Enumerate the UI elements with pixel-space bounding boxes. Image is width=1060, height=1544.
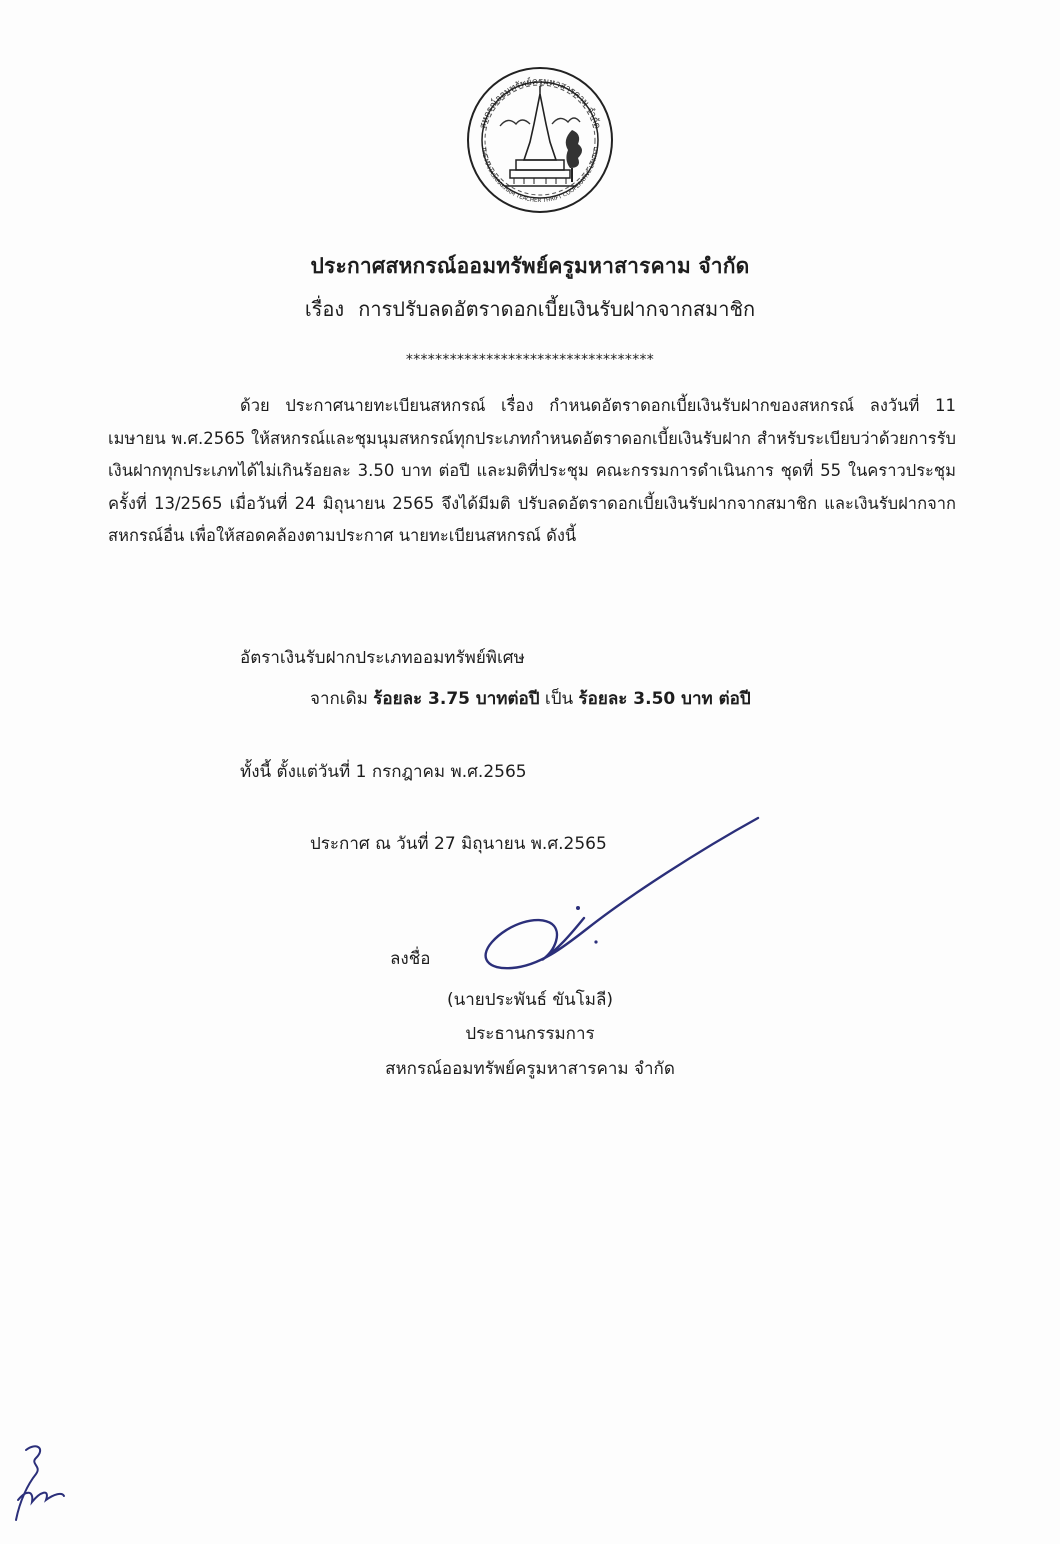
rate-from-value: ร้อยละ 3.75 บาทต่อปี — [373, 689, 540, 709]
rate-change-line — [310, 685, 751, 712]
rate-from-prefix: จากเดิม — [310, 689, 368, 709]
signer-organization: สหกรณ์ออมทรัพย์ครูมหาสารคาม จำกัด — [385, 1059, 675, 1079]
subject-text: การปรับลดอัตราดอกเบี้ยเงินรับฝากจากสมาชิก — [358, 297, 756, 321]
rate-item-label: อัตราเงินรับฝากประเภทออมทรัพย์พิเศษ — [240, 648, 525, 668]
announcement-subject — [0, 293, 1060, 325]
announcement-date: ประกาศ ณ วันที่ 27 มิถุนายน พ.ศ.2565 — [310, 834, 607, 854]
rate-to-value: ร้อยละ 3.50 บาท ต่อปี — [578, 689, 751, 709]
effective-date: ทั้งนี้ ตั้งแต่วันที่ 1 กรกฎาคม พ.ศ.2565 — [240, 762, 527, 782]
sign-label: ลงชื่อ — [390, 949, 431, 969]
separator-line: ********************************** — [405, 352, 655, 368]
handwritten-initials-icon — [6, 1440, 70, 1530]
rate-to-prefix: เป็น — [544, 689, 574, 709]
handwritten-signature-icon — [470, 810, 770, 980]
cooperative-seal-icon — [464, 64, 616, 216]
seal-text-top: สหกรณ์ออมทรัพย์ครูมหาสารคาม จำกัด — [478, 76, 602, 130]
svg-text:สหกรณ์ออมทรัพย์ครูมหาสารคาม จำ — [478, 76, 602, 130]
announcement-title: ประกาศสหกรณ์ออมทรัพย์ครูมหาสารคาม จำกัด — [310, 254, 750, 278]
body-paragraph: ด้วย ประกาศนายทะเบียนสหกรณ์ เรื่อง กำหนดอัตราดอกเบี้ยเงินรับฝากของสหกรณ์ ลงวันที่ 11 เมษายน พ.ศ.2565 ให้สหกรณ์และชุมนุมสหกรณ์ทุกประเภทกำหนดอัตราดอกเบี้ยเงินรับฝาก สำหรับระเบียบว่าด้วยการรับเงินฝากทุกประเภทได้ไม่เกินร้อยละ 3.50 บาท ต่อปี และมติที่ประชุม คณะกรรมการดำเนินการ ชุดที่ 55 ในคราวประชุมครั้งที่ 13/2565 เมื่อวันที่ 24 มิถุนายน 2565 จึงได้มีมติ ปรับลดอัตราดอกเบี้ยเงินรับฝากจากสมาชิก และเงินรับฝากจากสหกรณ์อื่น เพื่อให้สอดคล้องตามประกาศ นายทะเบียนสหกรณ์ ดังนี้ — [108, 396, 956, 545]
signer-name: (นายประพันธ์ ขันโมลี) — [446, 990, 614, 1010]
subject-label: เรื่อง — [304, 297, 345, 321]
signer-position: ประธานกรรมการ — [465, 1024, 595, 1044]
seal-text-bottom: THE MAHASARAKHAM TEACHER THRIFT COOPERATIVE LIMITED — [480, 146, 600, 205]
